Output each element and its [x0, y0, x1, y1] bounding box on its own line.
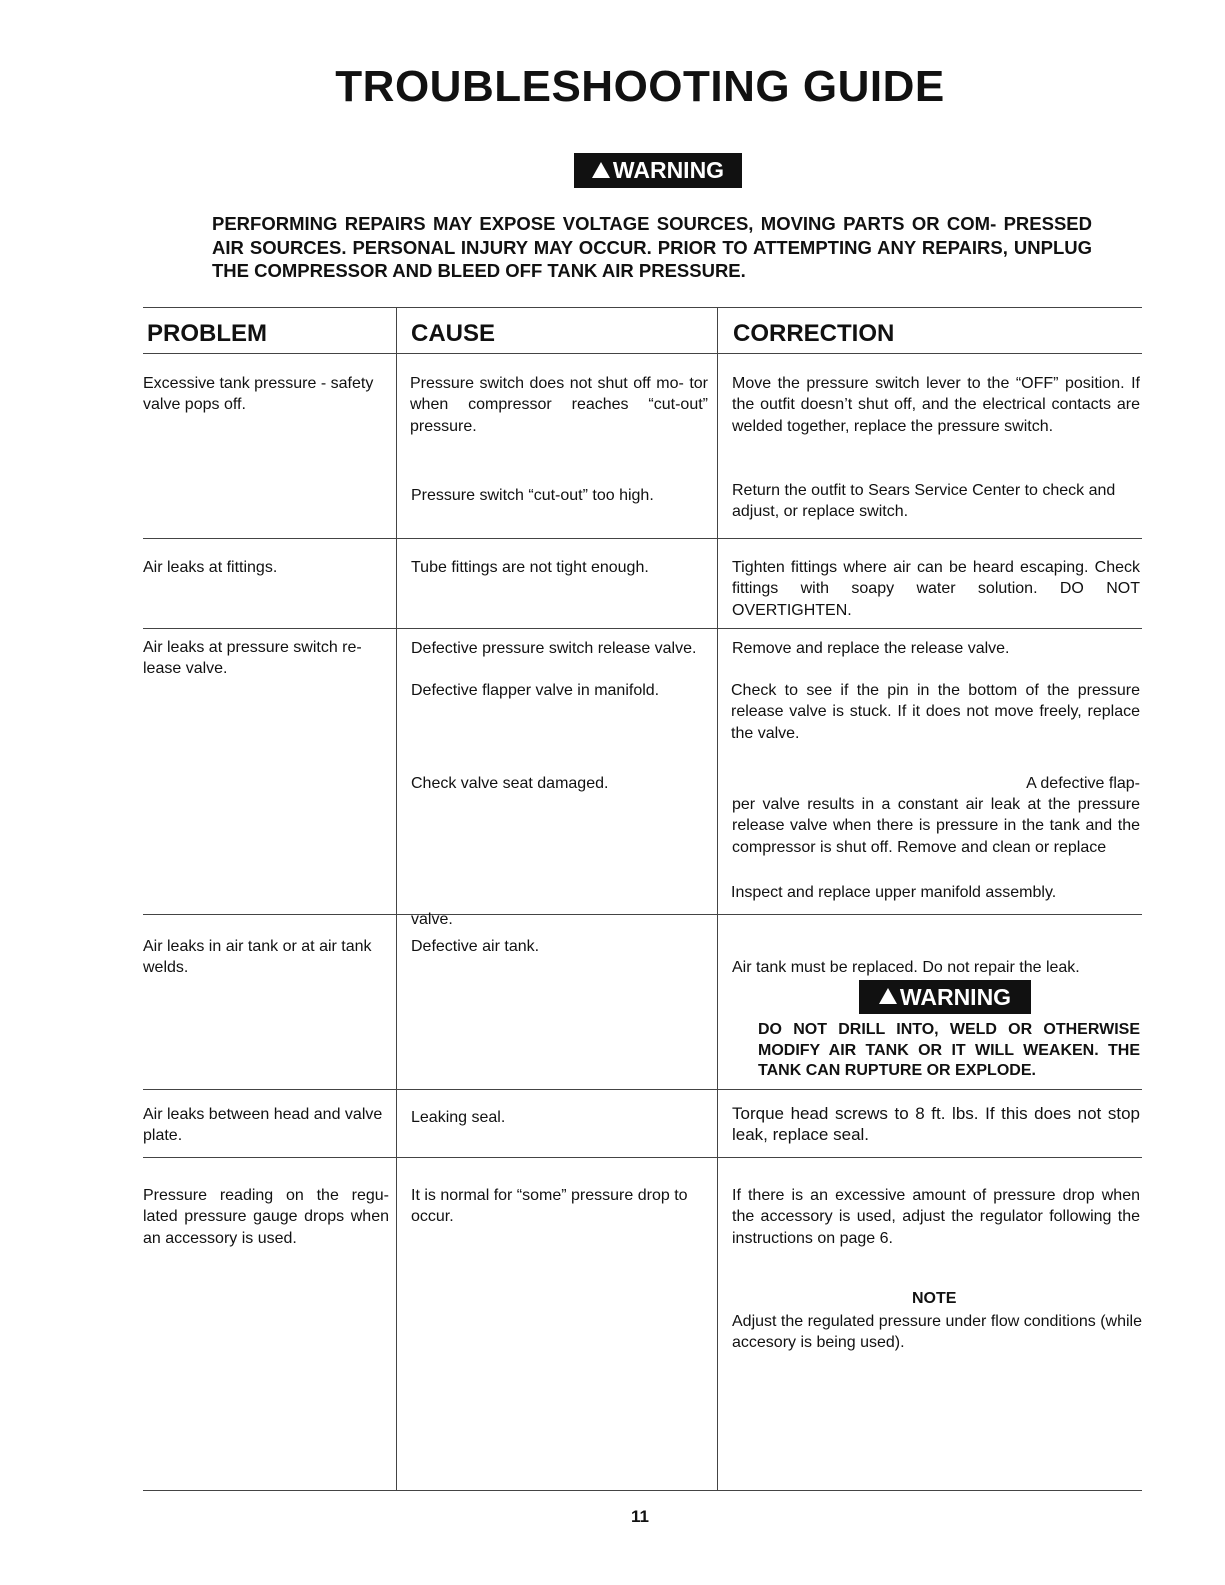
cause-cell: Check valve seat damaged. — [411, 775, 609, 792]
problem-cell: Air leaks at fittings. — [143, 559, 278, 576]
page-number: 11 — [631, 1507, 649, 1526]
correction-cell: Air tank must be replaced. Do not repair the leak. — [732, 959, 1080, 976]
correction-cell: Torque head screws to 8 ft. lbs. If this does not stop leak, replace seal. — [732, 1104, 1140, 1145]
cause-cell: Defective pressure switch release valve. — [411, 640, 697, 657]
cause-cell: Pressure switch “cut-out” too high. — [411, 487, 654, 504]
cause-cell: Tube fittings are not tight enough. — [411, 559, 649, 576]
correction-cell: Remove and replace the release valve. — [732, 640, 1010, 657]
note-text: Adjust the regulated pressure under flow conditions (while accesory is being used). — [732, 1313, 1143, 1352]
header-problem: PROBLEM — [147, 320, 267, 347]
page-title: TROUBLESHOOTING GUIDE — [335, 62, 945, 111]
problem-cell: Air leaks between head and valve plate. — [143, 1106, 383, 1145]
cause-cell: Leaking seal. — [411, 1109, 506, 1126]
tank-warning-text: DO NOT DRILL INTO, WELD OR OTHERWISE MODIFY AIR TANK OR IT WILL WEAKEN. THE TANK CAN RUPTURE OR EXPLODE. — [758, 1021, 1140, 1079]
tank-warning-badge-label: WARNING — [899, 983, 1012, 1010]
row-rule — [143, 538, 1142, 539]
table-top-rule — [143, 307, 1142, 308]
problem-cell: Pressure reading on the regu- lated pressure gauge drops when an accessory is used. — [143, 1187, 389, 1247]
cause-cell: It is normal for “some” pressure drop to occur. — [411, 1187, 688, 1226]
header-correction: CORRECTION — [733, 320, 895, 347]
warning-badge-label: WARNING — [612, 157, 725, 183]
problem-cell: Excessive tank pressure - safety valve pops off. — [143, 375, 374, 414]
correction-cell: Check to see if the pin in the bottom of the pressure release valve is stuck. If it does not move freely, replace the valve. — [731, 682, 1140, 742]
warning-badge — [574, 153, 742, 188]
warning-text: PERFORMING REPAIRS MAY EXPOSE VOLTAGE SOURCES, MOVING PARTS OR COM- PRESSED AIR SOURCES. PERSONAL INJURY MAY OCCUR. PRIOR TO ATTEMPTING ANY REPAIRS, UNPLUG THE COMPRESSOR AND BLEED OFF TANK AIR PRESSURE. — [212, 213, 1092, 281]
cause-cell: Pressure switch does not shut off mo- tor when compressor reaches “cut-out” pressure. — [410, 375, 708, 435]
column-divider-1 — [396, 307, 397, 1490]
warning-triangle-icon — [592, 162, 610, 178]
correction-cell: Inspect and replace upper manifold assembly. — [731, 884, 1057, 901]
tank-warning-badge — [859, 980, 1031, 1014]
correction-cell: A defective flap- — [1026, 775, 1140, 792]
correction-cell: Return the outfit to Sears Service Center to check and adjust, or replace switch. — [732, 482, 1116, 521]
cause-cell: Defective air tank. — [411, 938, 540, 955]
note-heading: NOTE — [912, 1290, 957, 1307]
header-rule — [143, 353, 1142, 354]
problem-cell: Air leaks in air tank or at air tank welds. — [143, 938, 372, 977]
correction-cell: per valve results in a constant air leak at the pressure release valve when there is pressure in the tank and the compressor is shut off. Remove and clean or replace — [732, 796, 1140, 856]
correction-cell: Tighten fittings where air can be heard escaping. Check fittings with soapy water solution. DO NOT OVERTIGHTEN. — [732, 559, 1140, 619]
row-rule — [143, 1089, 1142, 1090]
table-bottom-rule — [143, 1490, 1142, 1491]
column-divider-2 — [717, 307, 718, 1490]
row-rule — [143, 1157, 1142, 1158]
warning-triangle-icon — [879, 988, 897, 1004]
row-rule — [143, 628, 1142, 629]
correction-cell: Move the pressure switch lever to the “OFF” position. If the outfit doesn’t shut off, and the electrical contacts are welded together, replace the pressure switch. — [732, 375, 1140, 435]
header-cause: CAUSE — [411, 320, 496, 347]
cause-cell: valve. — [411, 911, 453, 928]
problem-cell: Air leaks at pressure switch re- lease valve. — [143, 639, 362, 678]
cause-cell: Defective flapper valve in manifold. — [411, 682, 660, 699]
correction-cell: If there is an excessive amount of pressure drop when the accessory is used, adjust the regulator following the instructions on page 6. — [732, 1187, 1140, 1247]
